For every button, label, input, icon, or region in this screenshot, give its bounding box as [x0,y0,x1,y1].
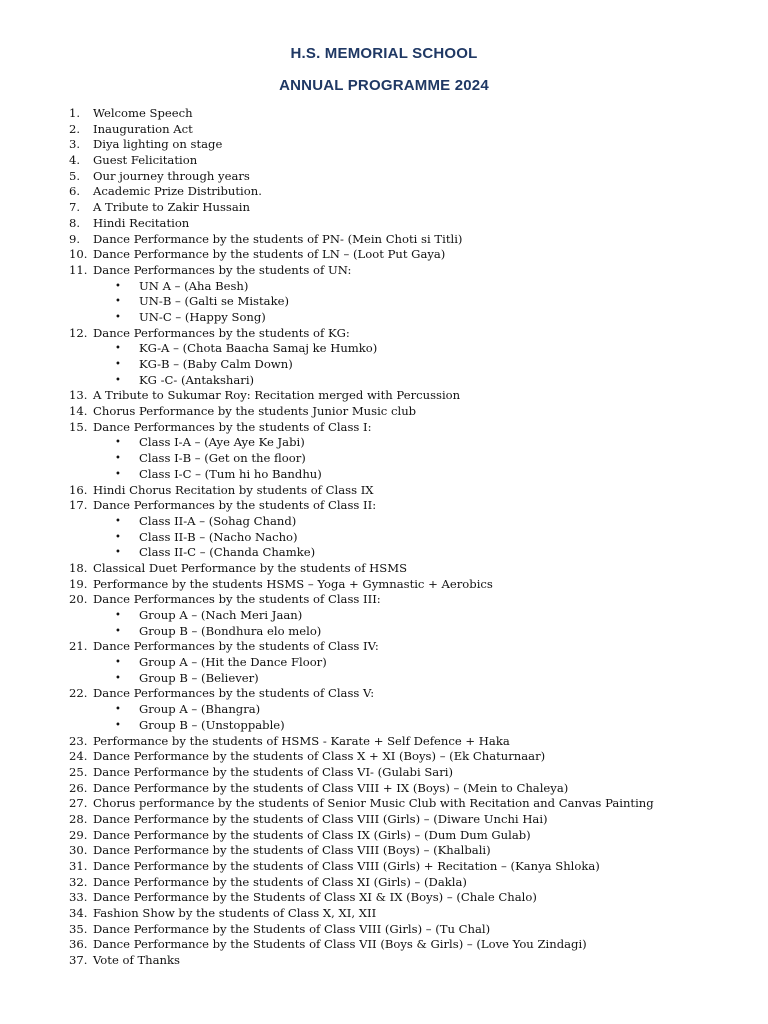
item-number: 36. [69,937,88,952]
item-number: 11. [69,262,88,277]
subitem-text: KG -C- (Antakshari) [139,372,255,387]
item-text: Dance Performance by the students of Class VIII + IX (Boys) – (Mein to Chaleya) [93,780,569,795]
bullet-icon: • [115,657,121,669]
programme-item [0,200,768,216]
item-text: Our journey through years [93,168,250,183]
subitem-text: UN A – (Aha Besh) [139,278,249,293]
item-text: A Tribute to Sukumar Roy: Recitation merged with Percussion [93,388,461,403]
programme-subitem [0,451,768,467]
programme-item [0,577,768,593]
programme-subitem [0,545,768,561]
programme-item [0,734,768,750]
programme-item [0,922,768,938]
programme-item [0,765,768,781]
programme-item [0,106,768,122]
programme-item [0,906,768,922]
item-text: Dance Performances by the students of Class II: [93,498,377,513]
item-text: Hindi Chorus Recitation by students of Class IX [93,482,374,497]
bullet-icon: • [115,531,121,543]
programme-item [0,749,768,765]
programme-item [0,859,768,875]
programme-item [0,875,768,891]
bullet-icon: • [115,374,121,386]
bullet-icon: • [115,515,121,527]
programme-subitem [0,530,768,546]
item-number: 23. [69,733,88,748]
school-name-heading: H.S. MEMORIAL SCHOOL [290,45,478,62]
item-number: 25. [69,764,88,779]
item-text: Welcome Speech [93,106,193,120]
item-number: 33. [69,890,88,905]
item-text: Dance Performances by the students of Class I: [93,419,372,434]
item-text: Performance by the students of HSMS - Karate + Self Defence + Haka [93,733,510,748]
programme-item [0,184,768,200]
item-number: 6. [69,184,81,199]
item-text: Academic Prize Distribution. [93,184,262,199]
item-number: 32. [69,874,88,889]
programme-subitem [0,279,768,295]
item-text: A Tribute to Zakir Hussain [93,200,250,215]
item-number: 13. [69,388,88,403]
subitem-text: Class II-B – (Nacho Nacho) [139,529,298,544]
bullet-icon: • [115,704,121,716]
programme-item [0,216,768,232]
item-number: 18. [69,560,88,575]
item-text: Dance Performance by the students of Class X + XI (Boys) – (Ek Chaturnaar) [93,749,546,764]
item-number: 24. [69,749,88,764]
programme-item [0,169,768,185]
item-number: 26. [69,780,88,795]
item-number: 34. [69,906,88,921]
bullet-icon: • [115,359,121,370]
item-text: Dance Performances by the students of Class V: [93,686,375,701]
subitem-text: Group A – (Hit the Dance Floor) [139,655,327,670]
programme-item [0,953,768,969]
item-number: 8. [69,215,81,230]
programme-item [0,122,768,138]
item-text: Chorus performance by the students of Senior Music Club with Recitation and Canvas Painting [93,796,654,811]
programme-item [0,483,768,499]
programme-item [0,420,768,436]
programme-subitem [0,294,768,310]
programme-item [0,890,768,906]
item-number: 37. [69,953,88,968]
item-text: Dance Performance by the students of Class VIII (Boys) – (Khalbali) [93,843,491,858]
programme-item [0,796,768,812]
programme-list [0,106,768,969]
item-text: Dance Performance by the students of Class IX (Girls) – (Dum Dum Gulab) [93,827,531,842]
programme-subitem [0,310,768,326]
item-text: Dance Performance by the Students of Class XI & IX (Boys) – (Chale Chalo) [93,890,537,905]
item-text: Vote of Thanks [93,953,181,968]
item-number: 3. [69,137,81,152]
item-number: 4. [69,153,81,168]
programme-item [0,137,768,153]
programme-subitem [0,655,768,671]
programme-item [0,781,768,797]
programme-subitem [0,467,768,483]
item-text: Dance Performances by the students of KG: [93,325,350,340]
item-number: 35. [69,921,88,936]
item-text: Dance Performance by the students of Class VIII (Girls) + Recitation – (Kanya Shloka) [93,859,600,873]
item-number: 9. [69,231,81,246]
bullet-icon: • [115,610,121,621]
programme-item [0,812,768,828]
bullet-icon: • [115,468,121,480]
item-number: 19. [69,576,88,591]
subitem-text: UN-B – (Galti se Mistake) [139,294,289,309]
item-text: Fashion Show by the students of Class X, XI, XII [93,906,377,921]
programme-subitem [0,357,768,373]
item-number: 21. [69,639,88,654]
programme-item [0,498,768,514]
subitem-text: Group A – (Nach Meri Jaan) [139,608,303,622]
programme-subitem [0,373,768,389]
programme-item [0,592,768,608]
bullet-icon: • [115,625,121,637]
subitem-text: Class I-A – (Aye Aye Ke Jabi) [139,435,305,450]
programme-item [0,686,768,702]
item-number: 12. [69,325,88,340]
subitem-text: Class I-C – (Tum hi ho Bandhu) [139,466,322,481]
item-number: 28. [69,811,88,826]
item-number: 1. [69,106,81,120]
subitem-text: Group A – (Bhangra) [139,702,261,717]
item-text: Dance Performance by the students of Class XI (Girls) – (Dakla) [93,874,467,889]
programme-item [0,937,768,953]
programme-item [0,247,768,263]
programme-item [0,561,768,577]
bullet-icon: • [115,453,121,465]
bullet-icon: • [115,343,121,355]
item-text: Chorus Performance by the students Junior Music club [93,404,417,419]
bullet-icon: • [115,311,121,323]
item-number: 14. [69,404,88,419]
programme-subitem [0,341,768,357]
item-text: Dance Performance by the students of Class VI- (Gulabi Sari) [93,764,453,779]
item-number: 29. [69,827,88,842]
programme-item [0,404,768,420]
subitem-text: KG-A – (Chota Baacha Samaj ke Humko) [139,341,378,356]
item-number: 15. [69,419,88,434]
item-text: Guest Felicitation [93,153,198,168]
programme-item [0,828,768,844]
bullet-icon: • [115,437,121,449]
item-text: Dance Performance by the students of PN- (Mein Choti si Titli) [93,231,463,246]
item-number: 31. [69,859,88,873]
bullet-icon: • [115,719,121,731]
subitem-text: Class I-B – (Get on the floor) [139,451,306,466]
item-text: Dance Performances by the students of Class IV: [93,639,379,654]
bullet-icon: • [115,672,121,684]
subitem-text: Class II-C – (Chanda Chamke) [139,545,316,560]
programme-subitem [0,514,768,530]
programme-subitem [0,608,768,624]
subitem-text: KG-B – (Baby Calm Down) [139,357,293,371]
programme-item [0,232,768,248]
subitem-text: Group B – (Bondhura elo melo) [139,623,322,638]
subitem-text: UN-C – (Happy Song) [139,309,266,324]
item-text: Dance Performance by the students of LN – (Loot Put Gaya) [93,247,446,262]
programme-item [0,326,768,342]
programme-title-heading: ANNUAL PROGRAMME 2024 [279,77,489,94]
item-number: 27. [69,796,88,811]
item-text: Classical Duet Performance by the students of HSMS [93,560,408,575]
programme-subitem [0,702,768,718]
programme-subitem [0,671,768,687]
programme-subitem [0,718,768,734]
item-number: 5. [69,168,81,183]
item-number: 30. [69,843,88,858]
programme-subitem [0,624,768,640]
item-number: 17. [69,498,88,513]
item-text: Inauguration Act [93,121,193,136]
item-text: Dance Performance by the Students of Class VII (Boys & Girls) – (Love You Zindagi) [93,937,587,952]
item-text: Diya lighting on stage [93,137,223,152]
item-text: Dance Performances by the students of UN: [93,262,352,277]
programme-item [0,153,768,169]
item-number: 16. [69,482,88,497]
item-text: Dance Performance by the Students of Class VIII (Girls) – (Tu Chal) [93,921,491,936]
programme-item [0,388,768,404]
programme-item [0,263,768,279]
subitem-text: Group B – (Unstoppable) [139,717,285,732]
bullet-icon: • [115,296,121,308]
subitem-text: Group B – (Believer) [139,670,259,685]
programme-subitem [0,435,768,451]
item-number: 22. [69,686,88,701]
programme-item [0,639,768,655]
item-text: Dance Performance by the students of Class VIII (Girls) – (Diware Unchi Hai) [93,811,548,826]
item-text: Performance by the students HSMS – Yoga + Gymnastic + Aerobics [93,576,493,591]
programme-item [0,843,768,859]
subitem-text: Class II-A – (Sohag Chand) [139,513,297,528]
item-number: 10. [69,247,88,262]
item-number: 2. [69,121,81,136]
bullet-icon: • [115,547,121,559]
bullet-icon: • [115,280,121,292]
item-text: Dance Performances by the students of Class III: [93,592,381,607]
item-number: 7. [69,200,81,215]
item-text: Hindi Recitation [93,215,190,230]
item-number: 20. [69,592,88,607]
